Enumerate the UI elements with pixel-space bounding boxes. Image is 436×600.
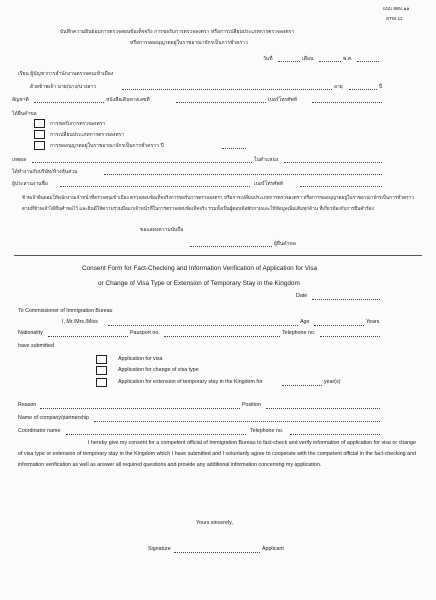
thai-to-line: เรียน ผู้บัญชาการสำนักงานตรวจคนเข้าเมือง	[18, 71, 114, 77]
form-code-en: STM.11	[386, 17, 403, 22]
thai-option-extension-label: การขออนุญาตอยู่ในราชอาณาจักรเป็นการชั่วคราว ปี	[50, 143, 164, 149]
thai-signature-suffix: ผู้ยื่นคำขอ	[274, 241, 296, 247]
english-years-label: Years	[366, 319, 380, 325]
english-closing: Yours sincerely,	[196, 520, 233, 526]
thai-option-extension-checkbox[interactable]	[34, 141, 45, 150]
thai-reason-field[interactable]	[32, 162, 252, 163]
thai-signature-field[interactable]	[190, 246, 272, 247]
english-applicant-field[interactable]	[108, 325, 298, 326]
thai-reason-label: เหตุผล	[12, 157, 27, 163]
english-date-label: Date	[296, 293, 308, 299]
english-date-field[interactable]	[312, 299, 380, 300]
english-submitted-label: have submitted	[18, 343, 54, 349]
thai-option-visa-label: การขอรับการตรวจลงตรา	[50, 121, 106, 127]
thai-position-field[interactable]	[284, 162, 382, 163]
thai-company-label: ได้ทำงานกับบริษัท/ห้างหุ้นส่วน	[12, 169, 78, 175]
thai-phone-label: เบอร์โทรศัพท์	[268, 97, 298, 103]
english-nationality-label: Nationality	[18, 330, 43, 336]
thai-extension-years-field[interactable]	[222, 148, 246, 149]
english-option-extension-checkbox[interactable]	[96, 378, 107, 387]
english-option-visa-label: Application for visa	[118, 356, 163, 362]
thai-submitted-label: ได้ยื่นคำขอ	[12, 111, 37, 117]
thai-option-change-label: การเปลี่ยนประเภทการตรวจลงตรา	[50, 132, 125, 138]
english-option-visa-checkbox[interactable]	[96, 355, 107, 364]
form-code-thai: แบบ สตม.๑๑	[383, 7, 410, 12]
english-coordinator-phone-label: Telephone no.	[250, 428, 284, 434]
english-applicant-label-suffix: Applicant	[262, 546, 284, 552]
english-phone-field[interactable]	[320, 336, 380, 337]
english-age-field[interactable]	[314, 325, 364, 326]
english-signature-field[interactable]	[174, 552, 260, 553]
english-nationality-field[interactable]	[48, 336, 128, 337]
english-reason-field[interactable]	[40, 408, 240, 409]
thai-consent-paragraph: ข้าพเจ้ายินยอมให้พนักงานเจ้าหน้าที่ตรวจคนเข้าเมือง ตรวจสอบข้อเท็จจริงการขอรับการตรวจลงตรา หรือการเปลี่ยนประเภทการตรวจลงตรา หรือการขออนุญาตอยู่ในราชอาณาจักรเป็นการชั่วคราว ตามที่ข้าพเจ้าได้ยื่นคำขอไว้ และยินดีให้ความร่วมมือแก่เจ้าหน้าที่ในการตรวจสอบข้อเท็จจริง รวมทั้งเป็นผู้ตอบข้อซักถามและให้ข้อมูลเพิ่มเติมทุกด้าน ที่เกี่ยวข้องกับการยื่นคำร้อง	[22, 196, 414, 212]
thai-month-field[interactable]	[319, 61, 341, 62]
thai-applicant-field[interactable]	[122, 89, 332, 90]
english-consent-paragraph: I hereby give my consent for a competent official of Immigration Bureau to fact-check and verify information of application for visa or change of visa type or extension of temporary stay in the Kingdom which I have submitted and I voluntarily agree to cooperate with the competent official in the fact-checking and information verification as well as answer all required questions and provide any additional information concerning my application.	[18, 440, 416, 468]
english-option-change-checkbox[interactable]	[96, 366, 107, 375]
thai-nationality-label: สัญชาติ	[12, 97, 29, 103]
english-company-field[interactable]	[94, 421, 380, 422]
english-passport-field[interactable]	[164, 336, 280, 337]
english-to-line: To Commissioner of Immigration Bureau	[18, 308, 113, 314]
thai-title-line2: หรือการขออนุญาตอยู่ในราชอาณาจักรเป็นการชั่วคราว	[130, 40, 248, 46]
thai-applicant-label: ด้วยข้าพเจ้า นาย/นาง/นางสาว	[30, 84, 97, 90]
english-title-line2: or Change of Visa Type or Extension of Temporary Stay in the Kingdom	[98, 280, 300, 287]
thai-age-field[interactable]	[349, 89, 377, 90]
section-divider	[14, 255, 422, 256]
english-position-field[interactable]	[266, 408, 380, 409]
thai-year-label: พ.ศ.	[343, 56, 353, 62]
thai-year-unit: ปี	[379, 84, 383, 90]
english-reason-label: Reason	[18, 402, 37, 408]
thai-passport-label: หนังสือเดินทางเลขที่	[106, 97, 150, 103]
thai-position-label: ในตำแหน่ง	[254, 157, 279, 163]
thai-option-change-checkbox[interactable]	[34, 130, 45, 139]
english-phone-label: Telephone no.	[282, 330, 316, 336]
english-passport-label: Passport no.	[130, 330, 160, 336]
thai-month-label: เดือน	[302, 56, 314, 62]
thai-phone-field[interactable]	[312, 102, 382, 103]
english-extension-years-field[interactable]	[282, 385, 322, 386]
thai-option-visa-checkbox[interactable]	[34, 119, 45, 128]
thai-date-label: วันที่	[263, 56, 273, 62]
thai-year-field[interactable]	[357, 61, 379, 62]
english-age-label: Age	[300, 319, 310, 325]
thai-coordinator-phone-label: เบอร์โทรศัพท์	[254, 181, 284, 187]
thai-coordinator-label: ผู้ประสานงานชื่อ	[12, 181, 48, 187]
english-coordinator-field[interactable]	[66, 434, 246, 435]
english-signature-label: Signature	[148, 546, 171, 552]
english-applicant-label: I, Mr./Mrs./Miss	[62, 319, 98, 325]
thai-passport-field[interactable]	[176, 102, 266, 103]
thai-company-field[interactable]	[104, 174, 382, 175]
thai-day-field[interactable]	[278, 61, 300, 62]
english-coordinator-label: Coordinator name	[18, 428, 61, 434]
english-option-change-label: Application for change of visa type	[118, 367, 199, 373]
thai-closing: ขอแสดงความนับถือ	[140, 227, 184, 233]
english-company-label: Name of company/partnership	[18, 415, 89, 421]
thai-coordinator-phone-field[interactable]	[300, 186, 382, 187]
english-title-line1: Consent Form for Fact-Checking and Information Verification of Application for Visa	[82, 265, 318, 272]
thai-coordinator-field[interactable]	[60, 186, 250, 187]
english-option-extension-label: Application for extension of temporary stay in the Kingdom for	[118, 379, 263, 385]
thai-nationality-field[interactable]	[34, 102, 104, 103]
thai-age-label: อายุ	[334, 84, 343, 90]
thai-title-line1: บันทึกความยินยอมการตรวจสอบข้อเท็จจริง การขอรับการตรวจลงตรา หรือการเปลี่ยนประเภทการตรวจลงตรา	[60, 29, 295, 35]
english-position-label: Position	[242, 402, 261, 408]
english-year-suffix: year(s)	[324, 379, 341, 385]
english-coordinator-phone-field[interactable]	[290, 434, 380, 435]
